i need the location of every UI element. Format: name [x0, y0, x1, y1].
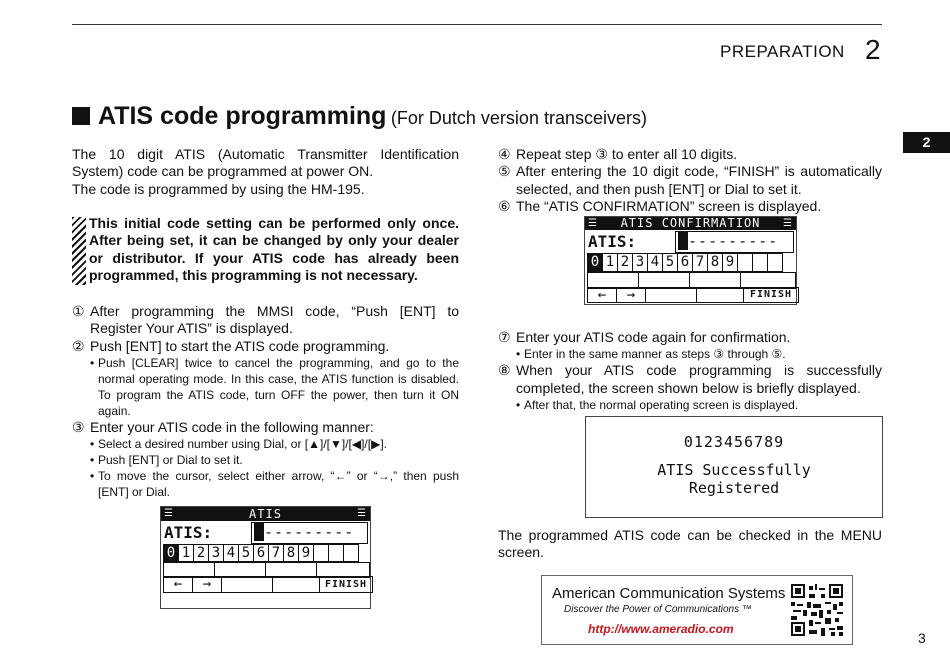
- digit-cell: 9: [298, 544, 314, 562]
- promo-company: American Communication Systems: [552, 585, 786, 602]
- lcd-code-field: ---------: [251, 522, 368, 544]
- step-3-bullet: • Select a desired number using Dial, or [▲]/[▼]/[◀]/[▶].: [90, 437, 387, 452]
- header-rule: [72, 24, 882, 25]
- digit-cell: 4: [647, 253, 663, 272]
- digit-cell: 9: [722, 253, 738, 272]
- step-1: ① After programming the MMSI code, “Push [ENT] to Register Your ATIS” is displayed.: [72, 303, 459, 337]
- promo-url-link[interactable]: http://www.ameradio.com: [588, 622, 734, 636]
- right-arrow-icon: →: [192, 576, 222, 593]
- digit-cell: 5: [662, 253, 678, 272]
- caution-icon: [72, 217, 86, 285]
- digit-cell: 2: [193, 544, 209, 562]
- step-2: ② Push [ENT] to start the ATIS code programming.: [72, 337, 390, 354]
- page-heading: [72, 102, 647, 131]
- cursor-block: [254, 523, 264, 541]
- step-7-bullet: • Enter in the same manner as steps ③ through ⑤.: [516, 347, 786, 362]
- menu-icon: ☰: [164, 508, 174, 519]
- left-arrow-icon: ←: [163, 576, 193, 593]
- digit-cell: 7: [692, 253, 708, 272]
- digit-cell: 3: [632, 253, 648, 272]
- step-8: ⑧ When your ATIS code programming is successfully completed, the screen shown below is briefly displayed.: [498, 362, 882, 396]
- qr-code-icon: [791, 584, 843, 636]
- digit-cell: 0: [587, 253, 603, 272]
- digit-cell: 6: [253, 544, 269, 562]
- step-3-bullet: • To move the cursor, select either arrow, “←” or “→,” then push [ENT] or Dial.: [90, 469, 459, 500]
- menu-icon: ☰: [588, 218, 598, 229]
- lcd-atis-label: ATIS:: [588, 232, 637, 251]
- success-code: 0123456789: [683, 433, 785, 451]
- step-7: ⑦ Enter your ATIS code again for confirmation.: [498, 329, 791, 345]
- empty-cell: [752, 253, 768, 272]
- step-6: ⑥ The “ATIS CONFIRMATION” screen is displayed.: [498, 197, 822, 214]
- digit-cell: 2: [617, 253, 633, 272]
- steps-left: [72, 303, 459, 500]
- promo-tagline: Discover the Power of Communications ™: [564, 604, 752, 615]
- lcd-digit-row: [164, 544, 359, 562]
- caution-note: [72, 215, 459, 284]
- steps-right-bottom: [498, 329, 882, 413]
- digit-cell: 1: [178, 544, 194, 562]
- finish-button: FINISH: [319, 576, 373, 593]
- steps-right-top: [498, 146, 882, 215]
- empty-cell: [767, 253, 783, 272]
- heading-sub: (For Dutch version transceivers): [390, 108, 647, 128]
- promo-box: [541, 575, 853, 645]
- intro-paragraph: The 10 digit ATIS (Automatic Transmitter Identification System) code can be programmed at power ON.: [72, 146, 459, 180]
- step-5: ⑤ After entering the 10 digit code, “FINISH” is automatically selected, and then push [ENT] or Dial to set it.: [498, 163, 882, 197]
- empty-cell: [313, 544, 329, 562]
- step-3: ③ Enter your ATIS code in the following manner:: [72, 418, 374, 435]
- lcd-title-bar: ☰ ATIS ☰: [161, 507, 370, 521]
- chapter-number: 2: [865, 34, 881, 65]
- step-2-bullet: • Push [CLEAR] twice to cancel the programming, and go to the normal operating mode. In this case, the ATIS function is disabled. To program the ATIS code, turn OFF the power, then turn it ON again.: [90, 355, 459, 418]
- menu-icon: ☰: [783, 218, 793, 229]
- lcd-atis-screen: [160, 506, 371, 609]
- step-4: ④ Repeat step ③ to enter all 10 digits.: [498, 146, 738, 162]
- step-3-bullet: • Push [ENT] or Dial to set it.: [90, 453, 243, 468]
- digit-cell: 8: [707, 253, 723, 272]
- digit-cell: 1: [602, 253, 618, 272]
- digit-cell: 8: [283, 544, 299, 562]
- lcd-atis-label: ATIS:: [164, 523, 213, 542]
- digit-cell: 4: [223, 544, 239, 562]
- empty-cell: [328, 544, 344, 562]
- intro: [72, 146, 459, 198]
- chapter-tab: 2: [903, 132, 950, 153]
- square-bullet-icon: [72, 107, 90, 125]
- right-arrow-icon: →: [616, 287, 646, 303]
- lcd-nav-row: [588, 287, 799, 303]
- intro-paragraph: The code is programmed by using the HM-195.: [72, 180, 365, 197]
- digit-cell: 3: [208, 544, 224, 562]
- cursor-block: [678, 232, 688, 250]
- success-line: ATIS Successfully: [657, 461, 811, 479]
- closing-note: The programmed ATIS code can be checked in the MENU screen.: [498, 527, 882, 561]
- success-screen: [585, 416, 883, 518]
- digit-cell: 6: [677, 253, 693, 272]
- finish-button: FINISH: [743, 287, 799, 303]
- step-8-bullet: • After that, the normal operating screen is displayed.: [516, 397, 799, 412]
- empty-cell: [737, 253, 753, 272]
- caution-text: This initial code setting can be performed only once. After being set, it can be changed by only your dealer or distributor. If your ATIS code has already been programmed, this programming is not necessary.: [89, 215, 459, 283]
- empty-cell: [343, 544, 359, 562]
- lcd-nav-row: [164, 576, 373, 593]
- lcd-confirmation-screen: [584, 216, 797, 305]
- lcd-code-field: ---------: [675, 231, 794, 253]
- success-line: Registered: [688, 479, 780, 497]
- page-number: 3: [918, 630, 926, 646]
- digit-cell: 5: [238, 544, 254, 562]
- menu-icon: ☰: [357, 508, 367, 519]
- digit-cell: 0: [163, 544, 179, 562]
- digit-cell: 7: [268, 544, 284, 562]
- lcd-title-bar: ☰ ATIS CONFIRMATION ☰: [585, 217, 796, 230]
- section-title: PREPARATION: [720, 42, 845, 61]
- lcd-digit-row: [588, 253, 783, 272]
- heading-main: ATIS code programming: [98, 102, 387, 130]
- left-arrow-icon: ←: [587, 287, 617, 303]
